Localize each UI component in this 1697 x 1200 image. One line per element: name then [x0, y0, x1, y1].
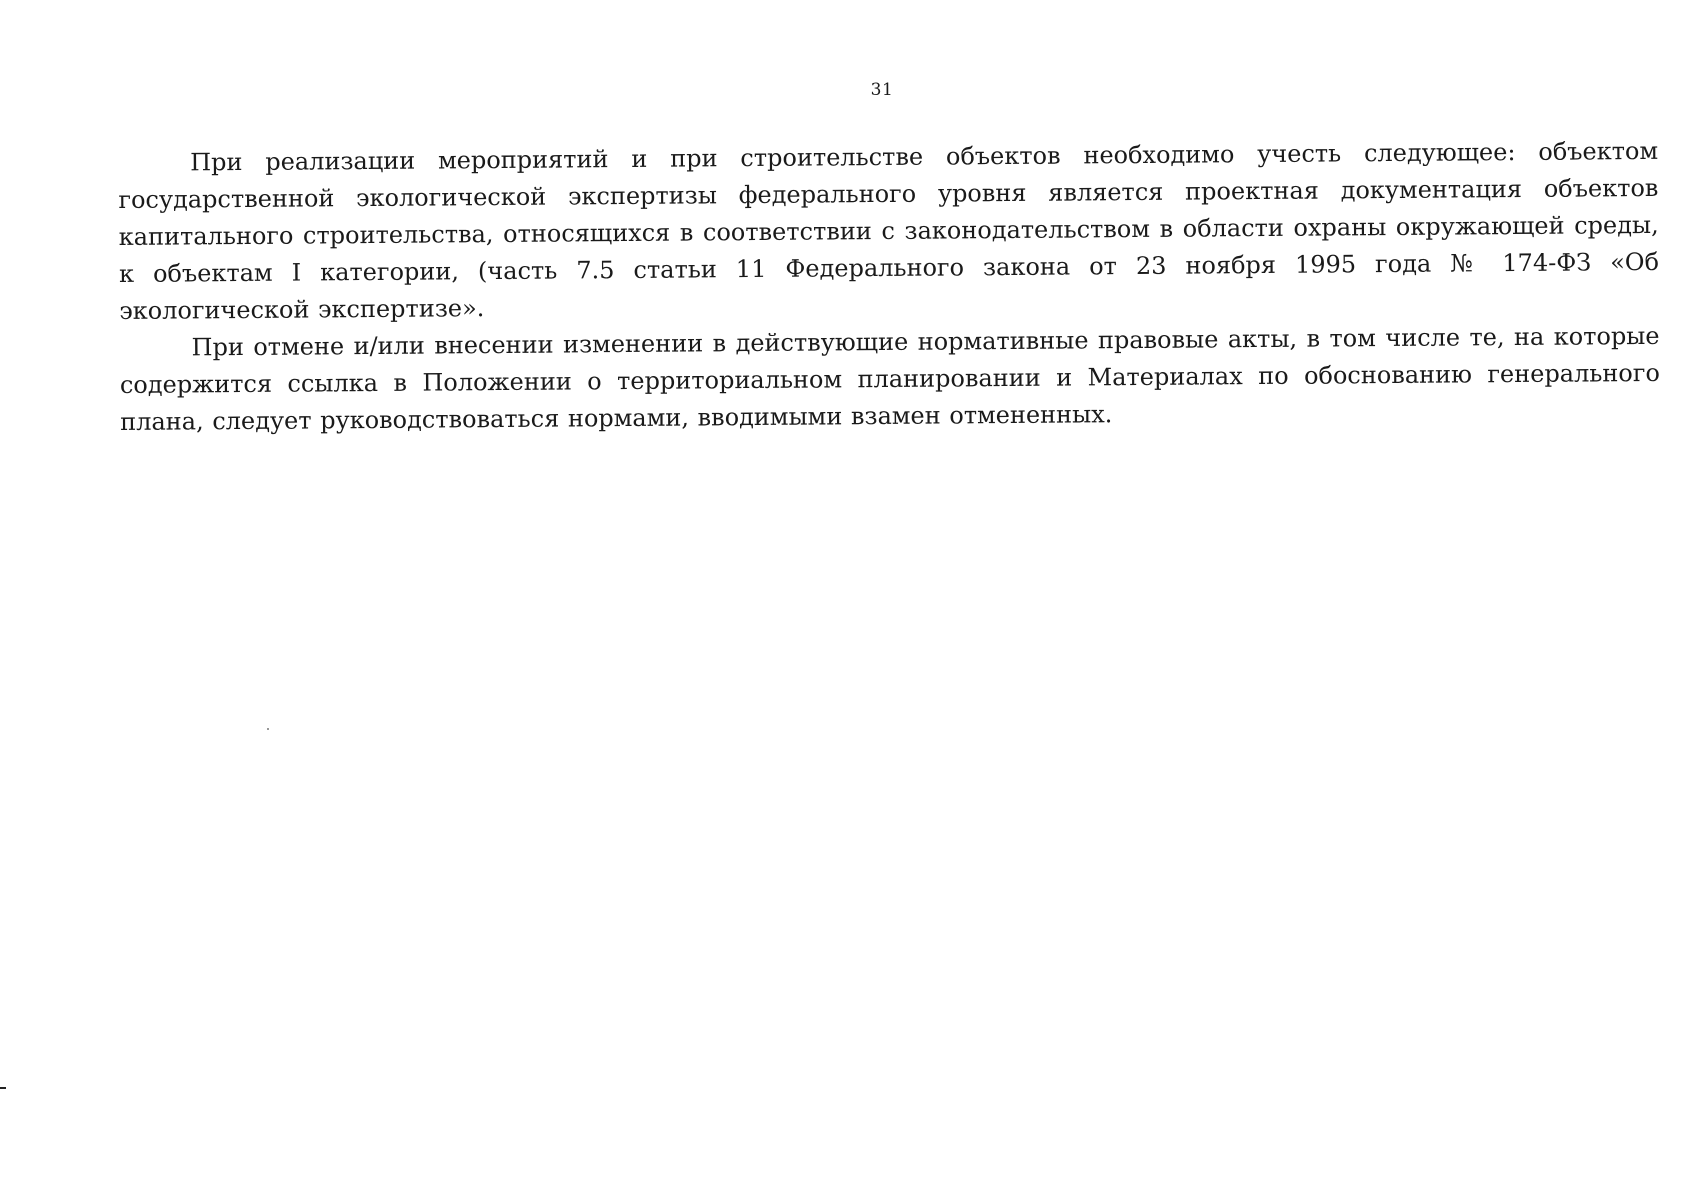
page-number: 31 — [870, 80, 894, 100]
scan-edge-mark — [0, 1087, 6, 1089]
paragraph-regulatory-changes: При отмене и/или внесении изменении в действующие нормативные правовые акты, в том числе те, на которые содержится ссылка в Положении о территориальном планировании и Материалах по обоснованию генерального плана, следует руководствоваться нормами, вводимыми взамен отмененных. — [119, 321, 1660, 436]
document-body — [118, 133, 1660, 441]
scan-speck — [267, 728, 269, 730]
paragraph-environmental-expertise: При реализации мероприятий и при строительстве объектов необходимо учесть следующее: объектом государственной экологической экспертизы федерального уровня является проектная документация объектов капитального строительства, относящихся в соответствии с законодательством в области охраны окружающей среды, к объектам I категории, (часть 7.5 статьи 11 Федерального закона от 23 ноября 1995 года № 174-ФЗ «Об экологической экспертизе». — [118, 136, 1660, 325]
